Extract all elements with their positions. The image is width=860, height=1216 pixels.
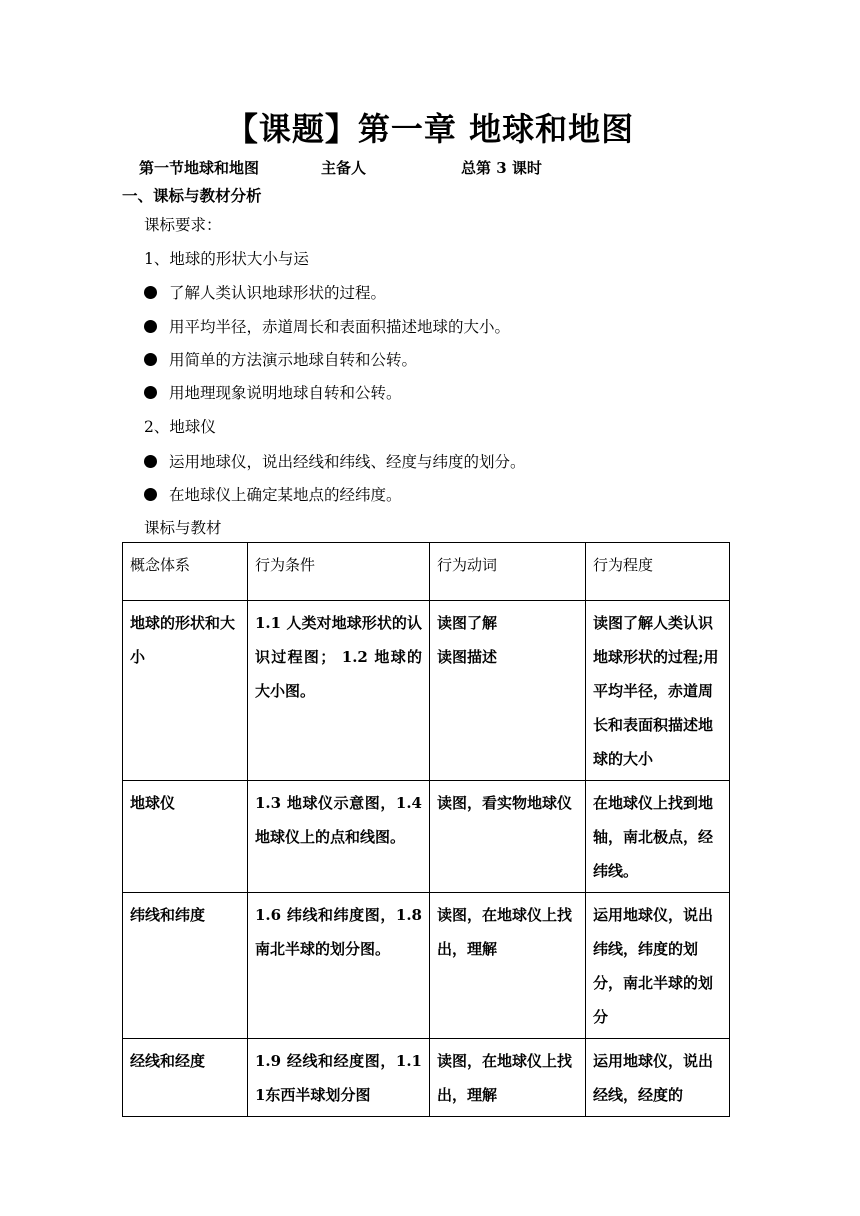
verb-cell: 读图，在地球仪上找出，理解 (430, 893, 586, 1039)
condition-cell: 1.1 人类对地球形状的认识过程图； 1.2 地球的大小图。 (248, 601, 430, 781)
bullet-icon (144, 488, 157, 501)
header-cell: 行为条件 (248, 543, 430, 601)
table-row (123, 601, 730, 781)
curriculum-table (122, 542, 730, 1117)
table-row (123, 1039, 730, 1117)
condition-cell: 1.9 经线和经度图，1.11东西半球划分图 (248, 1039, 430, 1117)
concept-cell: 纬线和纬度 (123, 893, 248, 1039)
degree-cell: 运用地球仪，说出纬线，纬度的划分，南北半球的划分 (586, 893, 730, 1039)
bullet-item: 用地理现象说明地球自转和公转。 (144, 381, 402, 403)
degree-cell: 运用地球仪，说出经线，经度的 (586, 1039, 730, 1117)
table-label: 课标与教材 (144, 519, 222, 537)
header-cell: 行为程度 (586, 543, 730, 601)
header-cell: 行为动词 (430, 543, 586, 601)
condition-cell: 1.6 纬线和纬度图，1.8 南北半球的划分图。 (248, 893, 430, 1039)
table-header-row (123, 543, 730, 601)
condition-cell: 1.3 地球仪示意图，1.4 地球仪上的点和线图。 (248, 781, 430, 893)
preparer-label: 主备人 (321, 159, 367, 177)
bullet-item: 在地球仪上确定某地点的经纬度。 (144, 483, 402, 505)
group1-title: 1、地球的形状大小与运 (144, 250, 309, 268)
bullet-item: 用简单的方法演示地球自转和公转。 (144, 348, 417, 370)
degree-cell: 读图了解人类认识地球形状的过程;用平均半径，赤道周长和表面积描述地球的大小 (586, 601, 730, 781)
bullet-item: 用平均半径，赤道周长和表面积描述地球的大小。 (144, 315, 510, 337)
bullet-icon (144, 353, 157, 366)
verb-cell: 读图，看实物地球仪 (430, 781, 586, 893)
bullet-icon (144, 286, 157, 299)
header-cell: 概念体系 (123, 543, 248, 601)
table-row (123, 893, 730, 1039)
table-row (123, 781, 730, 893)
bullet-icon (144, 320, 157, 333)
concept-cell: 地球仪 (123, 781, 248, 893)
group2-title: 2、地球仪 (144, 418, 216, 436)
section-heading: 一、课标与教材分析 (122, 186, 262, 205)
bullet-item: 了解人类认识地球形状的过程。 (144, 281, 386, 303)
concept-cell: 经线和经度 (123, 1039, 248, 1117)
requirements-label: 课标要求： (144, 216, 222, 234)
bullet-icon (144, 455, 157, 468)
verb-cell: 读图了解 读图描述 (430, 601, 586, 781)
concept-cell: 地球的形状和大小 (123, 601, 248, 781)
page-title: 【课题】第一章 地球和地图 (225, 110, 635, 148)
verb-cell: 读图，在地球仪上找出，理解 (430, 1039, 586, 1117)
period-label: 总第 3 课时 (461, 159, 542, 177)
degree-cell: 在地球仪上找到地轴，南北极点，经纬线。 (586, 781, 730, 893)
bullet-item: 运用地球仪，说出经线和纬线、经度与纬度的划分。 (144, 450, 526, 472)
section-label: 第一节地球和地图 (139, 159, 260, 177)
bullet-icon (144, 386, 157, 399)
